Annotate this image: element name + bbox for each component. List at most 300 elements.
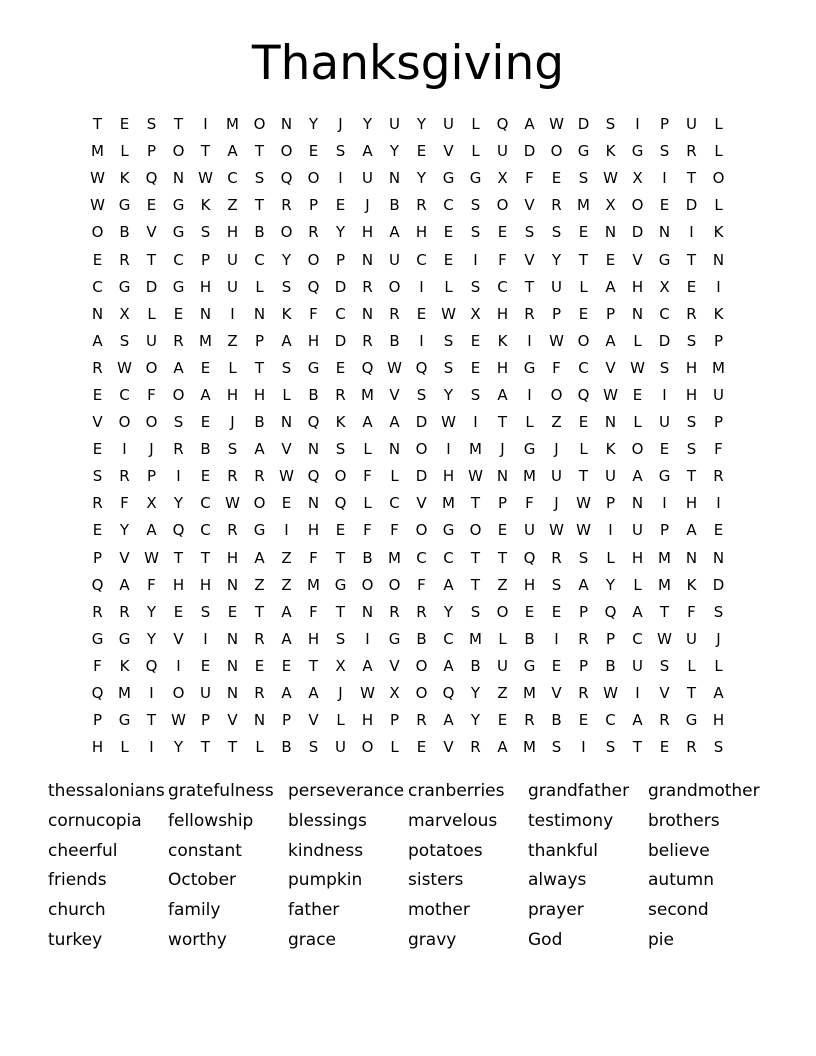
grid-cell: U — [362, 169, 373, 188]
grid-cell: H — [523, 575, 536, 594]
grid-cell: H — [415, 223, 428, 242]
grid-cell: R — [686, 738, 697, 757]
grid-cell: G — [334, 575, 347, 594]
grid-cell: T — [254, 602, 265, 621]
grid-cell: R — [659, 711, 670, 730]
grid-cell: W — [549, 115, 564, 134]
grid-cell: A — [254, 548, 265, 567]
grid-row — [84, 572, 732, 599]
grid-cell: G — [442, 169, 455, 188]
grid-cell: N — [631, 494, 644, 513]
grid-cell: A — [605, 277, 616, 296]
grid-cell: L — [579, 277, 588, 296]
grid-cell: F — [363, 467, 372, 486]
grid-cell: E — [659, 738, 670, 757]
grid-cell: R — [119, 467, 130, 486]
grid-cell: W — [603, 385, 618, 404]
grid-cell: I — [284, 521, 289, 540]
grid-cell: W — [576, 521, 591, 540]
grid-cell: Q — [145, 169, 158, 188]
grid-cell: Y — [605, 575, 616, 594]
grid-cell: E — [281, 494, 292, 513]
grid-cell: H — [496, 358, 509, 377]
grid-cell: F — [714, 440, 723, 459]
grid-cell: U — [713, 385, 724, 404]
grid-cell: A — [362, 656, 373, 675]
grid-cell: B — [470, 656, 481, 675]
grid-cell: O — [712, 169, 725, 188]
grid-cell: G — [631, 142, 644, 161]
grid-cell: D — [631, 223, 644, 242]
grid-cell: O — [550, 385, 563, 404]
grid-cell: R — [713, 467, 724, 486]
grid-cell: R — [173, 440, 184, 459]
grid-cell: H — [496, 304, 509, 323]
word-bank-item: prayer — [528, 900, 584, 921]
grid-cell: Q — [577, 385, 590, 404]
page-title: Thanksgiving — [251, 36, 565, 91]
grid-cell: N — [658, 223, 671, 242]
grid-cell: N — [685, 548, 698, 567]
grid-cell: A — [524, 115, 535, 134]
grid-cell: O — [550, 142, 563, 161]
grid-cell: S — [686, 440, 697, 459]
grid-cell: S — [335, 440, 346, 459]
grid-cell: N — [361, 250, 374, 269]
grid-cell: S — [578, 169, 589, 188]
grid-cell: B — [200, 440, 211, 459]
grid-cell: F — [417, 575, 426, 594]
grid-cell: L — [525, 413, 534, 432]
grid-cell: R — [92, 494, 103, 513]
grid-cell: C — [497, 277, 508, 296]
grid-cell: C — [200, 521, 211, 540]
grid-cell: I — [176, 656, 181, 675]
grid-cell: T — [686, 684, 697, 703]
word-bank-item: believe — [648, 840, 710, 861]
word-bank-item: grace — [288, 929, 337, 950]
grid-cell: E — [551, 602, 562, 621]
grid-cell: Y — [470, 684, 481, 703]
grid-cell: H — [226, 223, 239, 242]
grid-cell: T — [470, 494, 481, 513]
grid-row — [84, 111, 732, 138]
grid-cell: J — [554, 440, 559, 459]
grid-cell: B — [389, 196, 400, 215]
grid-cell: R — [362, 331, 373, 350]
grid-cell: R — [470, 738, 481, 757]
grid-cell: S — [470, 385, 481, 404]
grid-row — [84, 328, 732, 355]
grid-cell: V — [659, 684, 670, 703]
grid-cell: R — [227, 521, 238, 540]
grid-cell: S — [578, 548, 589, 567]
grid-cell: H — [631, 548, 644, 567]
grid-cell: N — [253, 304, 266, 323]
grid-cell: W — [441, 413, 456, 432]
grid-cell: R — [308, 223, 319, 242]
grid-cell: U — [389, 250, 400, 269]
grid-cell: X — [632, 169, 643, 188]
grid-cell: R — [578, 629, 589, 648]
grid-cell: D — [523, 142, 536, 161]
grid-cell: N — [253, 711, 266, 730]
grid-cell: W — [360, 684, 375, 703]
grid-cell: L — [714, 656, 723, 675]
grid-cell: F — [552, 358, 561, 377]
grid-cell: E — [470, 358, 481, 377]
grid-cell: E — [281, 656, 292, 675]
grid-cell: G — [469, 169, 482, 188]
grid-cell: S — [200, 602, 211, 621]
grid-cell: A — [173, 358, 184, 377]
grid-cell: W — [387, 358, 402, 377]
grid-cell: G — [118, 629, 131, 648]
grid-cell: C — [578, 358, 589, 377]
grid-cell: N — [226, 684, 239, 703]
grid-cell: N — [361, 602, 374, 621]
grid-cell: A — [308, 684, 319, 703]
grid-cell: R — [281, 196, 292, 215]
grid-cell: R — [551, 548, 562, 567]
grid-cell: P — [605, 494, 616, 513]
grid-cell: F — [309, 548, 318, 567]
grid-cell: H — [226, 548, 239, 567]
grid-cell: G — [172, 277, 185, 296]
grid-cell: L — [471, 115, 480, 134]
grid-cell: I — [176, 467, 181, 486]
grid-row — [84, 463, 732, 490]
grid-cell: O — [172, 142, 185, 161]
grid-cell: A — [281, 684, 292, 703]
grid-cell: S — [335, 142, 346, 161]
grid-cell: K — [713, 223, 724, 242]
grid-cell: T — [470, 575, 481, 594]
word-bank-item: gratefulness — [168, 781, 274, 801]
grid-cell: T — [578, 467, 589, 486]
grid-cell: R — [578, 684, 589, 703]
grid-cell: P — [200, 711, 211, 730]
grid-cell: B — [119, 223, 130, 242]
grid-cell: H — [361, 223, 374, 242]
grid-cell: V — [119, 548, 130, 567]
grid-cell: D — [712, 575, 725, 594]
grid-cell: D — [145, 277, 158, 296]
grid-row — [84, 138, 732, 165]
grid-cell: L — [363, 494, 372, 513]
grid-cell: E — [497, 223, 508, 242]
grid-row — [84, 707, 732, 734]
grid-cell: W — [279, 467, 294, 486]
grid-cell: E — [713, 521, 724, 540]
grid-cell: Y — [416, 115, 427, 134]
grid-cell: N — [712, 548, 725, 567]
grid-cell: K — [605, 142, 616, 161]
grid-cell: P — [659, 521, 670, 540]
grid-cell: E — [92, 250, 103, 269]
grid-cell: O — [415, 684, 428, 703]
grid-cell: R — [416, 196, 427, 215]
grid-cell: C — [173, 250, 184, 269]
grid-cell: Y — [173, 738, 184, 757]
grid-cell: L — [120, 738, 129, 757]
grid-cell: E — [200, 413, 211, 432]
grid-cell: J — [554, 494, 559, 513]
grid-cell: P — [578, 656, 589, 675]
grid-cell: N — [388, 169, 401, 188]
word-bank-item: kindness — [288, 840, 364, 861]
grid-cell: M — [523, 467, 536, 486]
grid-cell: Q — [496, 115, 509, 134]
grid-row — [84, 192, 732, 219]
grid-cell: B — [524, 629, 535, 648]
grid-cell: I — [527, 385, 532, 404]
grid-cell: K — [605, 440, 616, 459]
grid-cell: R — [389, 304, 400, 323]
grid-cell: O — [145, 358, 158, 377]
word-bank-item: blessings — [288, 810, 367, 831]
grid-cell: E — [173, 602, 184, 621]
word-bank — [48, 777, 778, 956]
grid-cell: N — [172, 169, 185, 188]
grid-cell: S — [227, 440, 238, 459]
word-bank-item: cheerful — [48, 840, 118, 861]
grid-cell: P — [659, 115, 670, 134]
grid-cell: S — [281, 277, 292, 296]
grid-cell: L — [147, 304, 156, 323]
grid-cell: E — [578, 223, 589, 242]
grid-cell: S — [173, 413, 184, 432]
grid-cell: F — [525, 494, 534, 513]
grid-cell: M — [523, 684, 536, 703]
grid-cell: F — [147, 575, 156, 594]
grid-cell: B — [389, 331, 400, 350]
grid-cell: V — [389, 385, 400, 404]
grid-cell: I — [419, 277, 424, 296]
grid-cell: U — [605, 467, 616, 486]
grid-cell: P — [92, 711, 103, 730]
grid-cell: S — [713, 738, 724, 757]
grid-cell: I — [122, 440, 127, 459]
grid-cell: C — [119, 385, 130, 404]
grid-cell: E — [335, 358, 346, 377]
grid-cell: Q — [334, 494, 347, 513]
grid-cell: O — [361, 575, 374, 594]
grid-cell: D — [415, 413, 428, 432]
grid-cell: Q — [91, 575, 104, 594]
grid-cell: S — [470, 277, 481, 296]
grid-cell: H — [361, 711, 374, 730]
grid-cell: K — [335, 413, 346, 432]
grid-cell: Z — [281, 548, 292, 567]
grid-cell: Q — [91, 684, 104, 703]
word-bank-item: marvelous — [408, 810, 498, 831]
grid-cell: A — [281, 629, 292, 648]
grid-cell: D — [658, 331, 671, 350]
grid-cell: T — [254, 196, 265, 215]
word-bank-item: family — [168, 900, 221, 921]
grid-row — [84, 219, 732, 246]
grid-cell: Z — [227, 196, 238, 215]
grid-cell: V — [92, 413, 103, 432]
grid-cell: Q — [307, 467, 320, 486]
grid-cell: T — [470, 548, 481, 567]
grid-cell: L — [228, 358, 237, 377]
grid-cell: Y — [470, 711, 481, 730]
grid-cell: W — [90, 196, 105, 215]
grid-cell: I — [338, 169, 343, 188]
word-bank-item: October — [168, 870, 237, 891]
grid-cell: A — [119, 575, 130, 594]
grid-cell: H — [199, 575, 212, 594]
grid-cell: C — [227, 169, 238, 188]
grid-cell: E — [146, 196, 157, 215]
grid-cell: T — [146, 711, 157, 730]
grid-cell: C — [254, 250, 265, 269]
grid-cell: K — [686, 575, 697, 594]
grid-cell: F — [93, 656, 102, 675]
grid-cell: G — [118, 277, 131, 296]
grid-cell: E — [254, 656, 265, 675]
grid-cell: O — [334, 467, 347, 486]
grid-cell: A — [281, 602, 292, 621]
grid-cell: L — [633, 331, 642, 350]
grid-cell: O — [145, 413, 158, 432]
grid-cell: N — [604, 223, 617, 242]
grid-cell: K — [281, 304, 292, 323]
word-bank-item: thessalonians — [48, 781, 165, 801]
grid-cell: O — [496, 196, 509, 215]
word-bank-item: fellowship — [168, 810, 254, 831]
grid-cell: E — [497, 711, 508, 730]
grid-cell: J — [338, 115, 343, 134]
grid-cell: H — [307, 521, 320, 540]
grid-cell: O — [361, 738, 374, 757]
grid-cell: V — [146, 223, 157, 242]
grid-cell: S — [470, 223, 481, 242]
grid-cell: D — [577, 115, 590, 134]
grid-cell: J — [230, 413, 235, 432]
grid-cell: A — [389, 413, 400, 432]
grid-cell: W — [198, 169, 213, 188]
grid-cell: T — [254, 358, 265, 377]
grid-cell: Z — [497, 575, 508, 594]
grid-cell: U — [632, 521, 643, 540]
word-bank-item: thankful — [528, 840, 598, 861]
grid-cell: E — [119, 115, 130, 134]
grid-row — [84, 653, 732, 680]
grid-cell: T — [686, 250, 697, 269]
grid-cell: E — [416, 304, 427, 323]
grid-cell: E — [470, 331, 481, 350]
grid-row — [84, 734, 732, 761]
grid-cell: X — [659, 277, 670, 296]
grid-cell: L — [390, 738, 399, 757]
grid-row — [84, 301, 732, 328]
grid-cell: I — [149, 738, 154, 757]
grid-cell: E — [524, 602, 535, 621]
grid-row — [84, 382, 732, 409]
grid-cell: C — [443, 629, 454, 648]
grid-cell: L — [714, 142, 723, 161]
grid-cell: N — [226, 656, 239, 675]
grid-cell: I — [419, 331, 424, 350]
grid-cell: Y — [335, 223, 346, 242]
grid-cell: R — [227, 467, 238, 486]
grid-cell: I — [716, 494, 721, 513]
grid-cell: P — [281, 711, 292, 730]
grid-cell: Q — [307, 413, 320, 432]
grid-cell: H — [199, 277, 212, 296]
grid-cell: P — [605, 629, 616, 648]
grid-cell: G — [658, 250, 671, 269]
grid-cell: C — [605, 711, 616, 730]
grid-cell: I — [662, 494, 667, 513]
grid-cell: A — [632, 711, 643, 730]
grid-cell: E — [200, 358, 211, 377]
grid-cell: S — [119, 331, 130, 350]
grid-cell: R — [92, 358, 103, 377]
grid-cell: C — [335, 304, 346, 323]
grid-cell: P — [389, 711, 400, 730]
grid-cell: W — [441, 304, 456, 323]
grid-cell: L — [687, 656, 696, 675]
grid-cell: R — [686, 304, 697, 323]
word-bank-item: pumpkin — [288, 870, 363, 891]
grid-cell: O — [631, 440, 644, 459]
grid-cell: F — [498, 250, 507, 269]
grid-cell: V — [632, 250, 643, 269]
grid-cell: R — [254, 629, 265, 648]
grid-cell: R — [119, 250, 130, 269]
grid-cell: A — [632, 467, 643, 486]
grid-cell: X — [389, 684, 400, 703]
word-bank-item: gravy — [408, 929, 457, 950]
grid-cell: U — [443, 115, 454, 134]
grid-cell: K — [713, 304, 724, 323]
grid-cell: V — [443, 142, 454, 161]
grid-cell: S — [713, 602, 724, 621]
grid-cell: X — [146, 494, 157, 513]
grid-cell: I — [635, 684, 640, 703]
grid-cell: M — [469, 629, 482, 648]
grid-cell: U — [389, 115, 400, 134]
grid-cell: E — [497, 521, 508, 540]
grid-cell: O — [280, 223, 293, 242]
grid-row — [84, 490, 732, 517]
word-bank-item: pie — [648, 929, 674, 950]
grid-cell: O — [469, 521, 482, 540]
grid-cell: Q — [415, 358, 428, 377]
grid-cell: U — [227, 250, 238, 269]
grid-cell: O — [253, 115, 266, 134]
grid-cell: I — [662, 385, 667, 404]
grid-cell: G — [388, 629, 401, 648]
grid-cell: P — [578, 602, 589, 621]
grid-cell: V — [389, 656, 400, 675]
grid-cell: U — [632, 656, 643, 675]
grid-cell: Y — [443, 602, 454, 621]
grid-cell: R — [416, 602, 427, 621]
grid-cell: W — [657, 629, 672, 648]
grid-cell: G — [577, 142, 590, 161]
grid-cell: S — [281, 358, 292, 377]
grid-cell: E — [200, 656, 211, 675]
grid-cell: S — [200, 223, 211, 242]
grid-cell: G — [172, 196, 185, 215]
grid-cell: I — [230, 304, 235, 323]
word-bank-item: cranberries — [408, 781, 505, 801]
